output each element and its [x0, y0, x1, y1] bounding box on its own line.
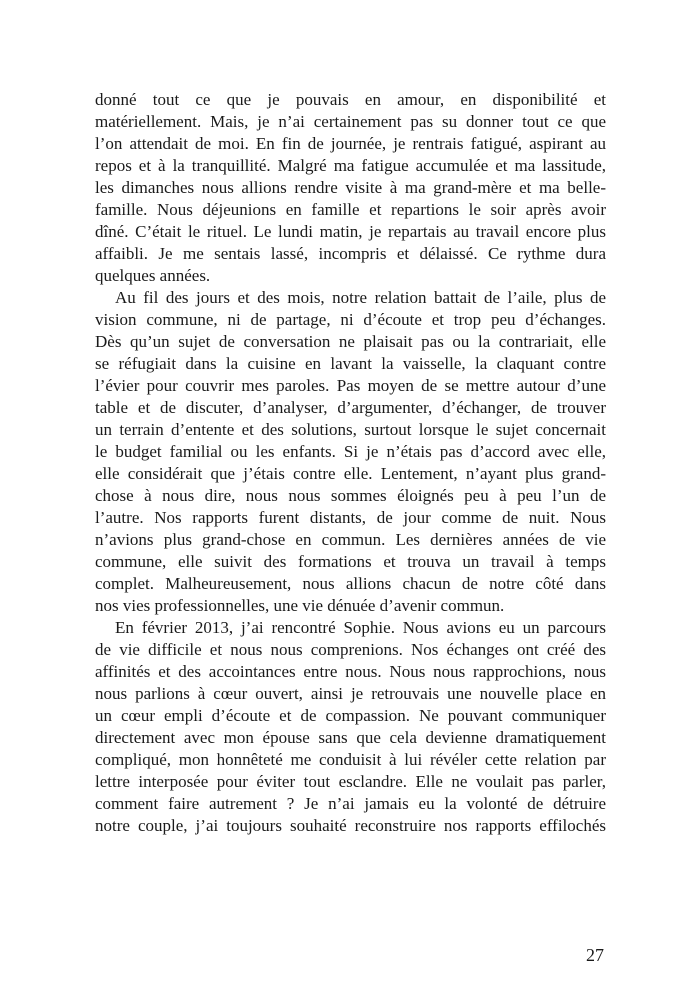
text-line: compliqué, mon honnêteté me conduisit à lui révéler cette relation par — [95, 750, 606, 769]
text-line: de vie difficile et nous nous comprenions. Nos échanges ont créé des — [95, 640, 606, 659]
text-line: lettre interposée pour éviter tout esclandre. Elle ne voulait pas parler, — [95, 772, 606, 791]
text-line: affinités et des accointances entre nous. Nous nous rapprochions, nous — [95, 662, 606, 681]
text-line: En février 2013, j’ai rencontré Sophie. Nous avions eu un parcours — [115, 618, 606, 637]
text-line: table et de discuter, d’analyser, d’argumenter, d’échanger, de trouver — [95, 398, 606, 417]
text-line: le budget familial ou les enfants. Si je n’étais pas d’accord avec elle, — [95, 442, 606, 461]
text-line: elle considérait que j’étais contre elle. Lentement, n’ayant plus grand- — [95, 464, 606, 483]
text-line: matériellement. Mais, je n’ai certainement pas su donner tout ce que — [95, 112, 606, 131]
text-line: un terrain d’entente et des solutions, surtout lorsque le sujet concernait — [95, 420, 606, 439]
text-line: se réfugiait dans la cuisine en lavant la vaisselle, la claquant contre — [95, 354, 606, 373]
text-line: nous parlions à cœur ouvert, ainsi je retrouvais une nouvelle place en — [95, 684, 606, 703]
body-text — [95, 89, 606, 837]
text-line: donné tout ce que je pouvais en amour, en disponibilité et — [95, 90, 606, 109]
text-line: notre couple, j’ai toujours souhaité reconstruire nos rapports effilochés — [95, 816, 606, 835]
paragraph — [95, 617, 606, 837]
text-line: Au fil des jours et des mois, notre relation battait de l’aile, plus de — [115, 288, 606, 307]
text-line: comment faire autrement ? Je n’ai jamais eu la volonté de détruire — [95, 794, 606, 813]
text-line: l’autre. Nos rapports furent distants, de jour comme de nuit. Nous — [95, 508, 606, 527]
paragraph — [95, 287, 606, 617]
text-line: quelques années. — [95, 266, 211, 285]
text-line: les dimanches nous allions rendre visite à ma grand-mère et ma belle- — [95, 178, 606, 197]
text-line: complet. Malheureusement, nous allions chacun de notre côté dans — [95, 574, 606, 593]
text-line: Dès qu’un sujet de conversation ne plaisait pas ou la contrariait, elle — [95, 332, 606, 351]
page-number: 27 — [586, 945, 604, 965]
text-line: l’évier pour couvrir mes paroles. Pas moyen de se mettre autour d’une — [95, 376, 606, 395]
text-line: vision commune, ni de partage, ni d’écoute et trop peu d’échanges. — [95, 310, 606, 329]
text-line: dîné. C’était le rituel. Le lundi matin, je repartais au travail encore plus — [95, 222, 606, 241]
text-line: directement avec mon épouse sans que cela devienne dramatiquement — [95, 728, 606, 747]
text-line: famille. Nous déjeunions en famille et repartions le soir après avoir — [95, 200, 606, 219]
text-line: n’avions plus grand-chose en commun. Les dernières années de vie — [95, 530, 606, 549]
text-line: un cœur empli d’écoute et de compassion. Ne pouvant communiquer — [95, 706, 606, 725]
text-line: affaibli. Je me sentais lassé, incompris et délaissé. Ce rythme dura — [95, 244, 606, 263]
text-line: commune, elle suivit des formations et trouva un travail à temps — [95, 552, 606, 571]
text-line: l’on attendait de moi. En fin de journée, je rentrais fatigué, aspirant au — [95, 134, 606, 153]
text-line: repos et à la tranquillité. Malgré ma fatigue accumulée et ma lassitude, — [95, 156, 606, 175]
text-line: nos vies professionnelles, une vie dénuée d’avenir commun. — [95, 596, 505, 615]
text-line: chose à nous dire, nous nous sommes éloignés peu à peu l’un de — [95, 486, 606, 505]
paragraph — [95, 89, 606, 287]
